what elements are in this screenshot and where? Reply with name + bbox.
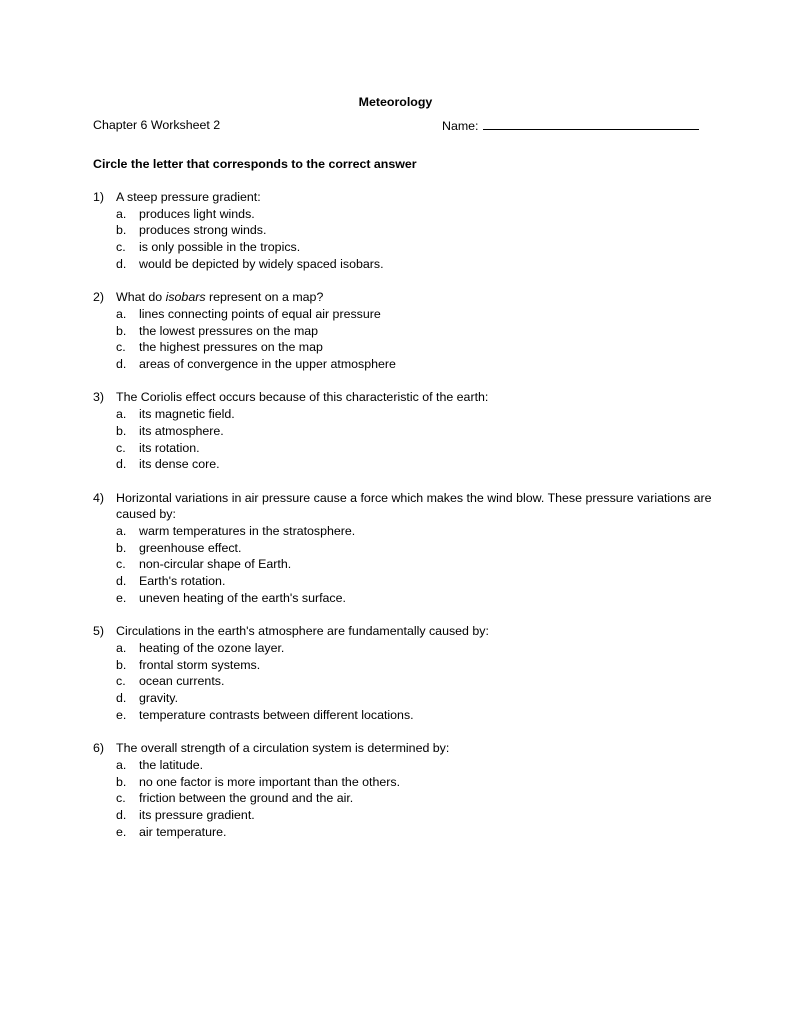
answer-option[interactable] <box>93 807 713 824</box>
option-letter: d. <box>116 691 127 706</box>
option-letter: a. <box>116 524 127 539</box>
option-letter: b. <box>116 223 127 238</box>
option-text: air temperature. <box>139 824 227 839</box>
question-3-prompt <box>93 389 713 406</box>
answer-option[interactable] <box>93 356 713 373</box>
question-text: The Coriolis effect occurs because of this characteristic of the earth: <box>116 390 489 405</box>
question-number: 4) <box>93 490 105 505</box>
answer-option[interactable] <box>93 256 713 273</box>
question-list <box>93 189 713 857</box>
option-letter: d. <box>116 357 127 372</box>
answer-option[interactable] <box>93 339 713 356</box>
option-letter: b. <box>116 423 127 438</box>
option-letter: a. <box>116 306 127 321</box>
answer-option[interactable] <box>93 640 713 657</box>
page-title: Meteorology <box>358 95 433 109</box>
question-number: 2) <box>93 290 105 305</box>
option-letter: b. <box>116 774 127 789</box>
worksheet-header <box>93 117 699 134</box>
answer-option[interactable] <box>93 790 713 807</box>
option-letter: d. <box>116 457 127 472</box>
instructions: Circle the letter that corresponds to the correct answer <box>93 157 417 171</box>
question-5 <box>93 623 713 723</box>
option-text: produces light winds. <box>139 206 255 221</box>
question-2-prompt <box>93 289 713 306</box>
question-5-prompt <box>93 623 713 640</box>
chapter-label: Chapter 6 Worksheet 2 <box>93 118 221 132</box>
option-letter: d. <box>116 574 127 589</box>
answer-option[interactable] <box>93 456 713 473</box>
answer-option[interactable] <box>93 707 713 724</box>
option-letter: c. <box>116 240 126 255</box>
option-letter: b. <box>116 323 127 338</box>
option-letter: c. <box>116 557 126 572</box>
question-text-emphasis: isobars <box>165 290 206 305</box>
answer-option[interactable] <box>93 323 713 340</box>
answer-option[interactable] <box>93 523 713 540</box>
question-4 <box>93 490 713 607</box>
option-text: is only possible in the tropics. <box>139 240 301 255</box>
option-letter: d. <box>116 807 127 822</box>
option-text: its rotation. <box>139 440 200 455</box>
option-text: its dense core. <box>139 457 220 472</box>
question-1 <box>93 189 713 273</box>
option-letter: e. <box>116 590 127 605</box>
option-text: heating of the ozone layer. <box>139 640 285 655</box>
option-text: areas of convergence in the upper atmosphere <box>139 357 396 372</box>
answer-option[interactable] <box>93 757 713 774</box>
option-text: no one factor is more important than the others. <box>139 774 401 789</box>
option-text: the latitude. <box>139 757 204 772</box>
option-text: gravity. <box>139 691 179 706</box>
answer-option[interactable] <box>93 573 713 590</box>
option-text: would be depicted by widely spaced isobars. <box>139 256 384 271</box>
option-text: friction between the ground and the air. <box>139 791 354 806</box>
answer-option[interactable] <box>93 423 713 440</box>
option-letter: a. <box>116 757 127 772</box>
name-label: Name: <box>442 119 479 133</box>
question-2 <box>93 289 713 373</box>
option-letter: a. <box>116 640 127 655</box>
question-6-prompt <box>93 740 713 757</box>
question-text-after: represent on a map? <box>205 290 324 305</box>
answer-option[interactable] <box>93 206 713 223</box>
option-letter: c. <box>116 340 126 355</box>
answer-option[interactable] <box>93 657 713 674</box>
answer-option[interactable] <box>93 673 713 690</box>
option-text: greenhouse effect. <box>139 540 242 555</box>
question-text: Circulations in the earth's atmosphere are fundamentally caused by: <box>116 624 489 639</box>
option-text: uneven heating of the earth's surface. <box>139 590 346 605</box>
name-blank-line[interactable] <box>483 117 699 130</box>
answer-option[interactable] <box>93 774 713 791</box>
option-letter: b. <box>116 540 127 555</box>
option-letter: b. <box>116 657 127 672</box>
option-text: its atmosphere. <box>139 423 224 438</box>
answer-option[interactable] <box>93 222 713 239</box>
answer-option[interactable] <box>93 306 713 323</box>
question-number: 3) <box>93 390 105 405</box>
option-letter: a. <box>116 206 127 221</box>
answer-option[interactable] <box>93 824 713 841</box>
answer-option[interactable] <box>93 440 713 457</box>
answer-option[interactable] <box>93 239 713 256</box>
option-text: temperature contrasts between different locations. <box>139 707 414 722</box>
answer-option[interactable] <box>93 590 713 607</box>
option-text: the highest pressures on the map <box>139 340 323 355</box>
question-number: 1) <box>93 190 105 204</box>
option-text: warm temperatures in the stratosphere. <box>139 524 356 539</box>
option-letter: a. <box>116 407 127 422</box>
question-text: The overall strength of a circulation system is determined by: <box>116 741 450 756</box>
option-text: ocean currents. <box>139 674 225 689</box>
question-text: Horizontal variations in air pressure cause a force which makes the wind blow. These pressure variations are caused by: <box>116 490 712 522</box>
option-letter: c. <box>116 791 126 806</box>
answer-option[interactable] <box>93 540 713 557</box>
option-text: its magnetic field. <box>139 407 235 422</box>
option-letter: e. <box>116 707 127 722</box>
option-text: produces strong winds. <box>139 223 267 238</box>
answer-option[interactable] <box>93 556 713 573</box>
question-text: A steep pressure gradient: <box>116 190 261 204</box>
option-text: Earth's rotation. <box>139 574 226 589</box>
answer-option[interactable] <box>93 406 713 423</box>
option-letter: d. <box>116 256 127 271</box>
option-letter: c. <box>116 674 126 689</box>
option-text: the lowest pressures on the map <box>139 323 319 338</box>
question-number: 5) <box>93 624 105 639</box>
option-text: its pressure gradient. <box>139 807 255 822</box>
option-text: frontal storm systems. <box>139 657 261 672</box>
option-text: non-circular shape of Earth. <box>139 557 292 572</box>
option-text: lines connecting points of equal air pressure <box>139 306 381 321</box>
question-number: 6) <box>93 741 105 756</box>
option-letter: c. <box>116 440 126 455</box>
question-3 <box>93 389 713 473</box>
question-6 <box>93 740 713 840</box>
answer-option[interactable] <box>93 690 713 707</box>
question-1-prompt <box>93 189 713 206</box>
question-4-prompt <box>93 490 713 523</box>
question-text-before: What do <box>116 290 166 305</box>
name-field[interactable] <box>442 117 699 135</box>
option-letter: e. <box>116 824 127 839</box>
